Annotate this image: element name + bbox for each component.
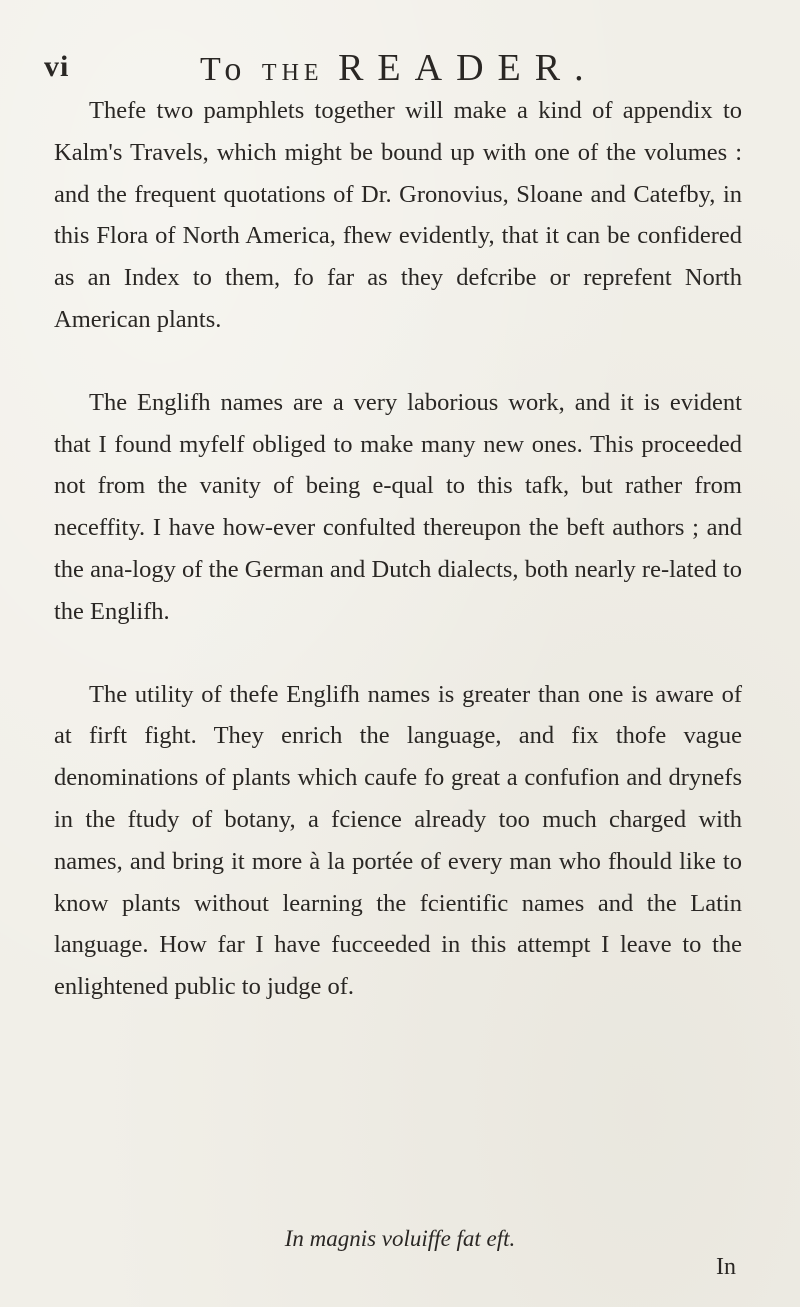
running-head-reader: READER. xyxy=(338,47,598,89)
catchword: In xyxy=(716,1254,736,1280)
paragraph-utility: The utility of thefe Englifh names is greater than one is aware of at firft fight. They enrich the language, and fix thofe vague denominations of plants which caufe fo great a confufion and drynefs in the ftudy of botany, a fcience already too much charged with names, and bring it more à la portée of every man who fhould like to know plants without learning the fcientific names and the Latin language. How far I have fucceeded in this attempt I leave to the enlightened public to judge of. xyxy=(54,680,742,1001)
paragraph-pamphlets: Thefe two pamphlets together will make a kind of appendix to Kalm's Travels, which might be bound up with one of the volumes : and the frequent quotations of Dr. Gronovius, Sloane and Catefby, in this Flora of North America, fhew evidently, that it can be confidered as an Index to them, fo far as they defcribe or reprefent North American plants. xyxy=(54,97,742,333)
body-text xyxy=(54,90,742,1008)
page-number: vi xyxy=(44,50,70,83)
latin-quote: In magnis voluiffe fat eft. xyxy=(284,1226,516,1251)
paragraph-english-names: The Englifh names are a very laborious work, and it is evident that I found myfelf obliged to make many new ones. This proceeded not from the vanity of being e-qual to this tafk, but rather from neceffity. I have how-ever confulted thereupon the beft authors ; and the ana-logy of the German and Dutch dialects, both nearly re-lated to the Englifh. xyxy=(54,388,742,625)
running-head-to: To xyxy=(200,51,248,88)
running-head xyxy=(200,46,598,90)
running-head-the: THE xyxy=(261,60,324,86)
page-header xyxy=(44,40,764,90)
